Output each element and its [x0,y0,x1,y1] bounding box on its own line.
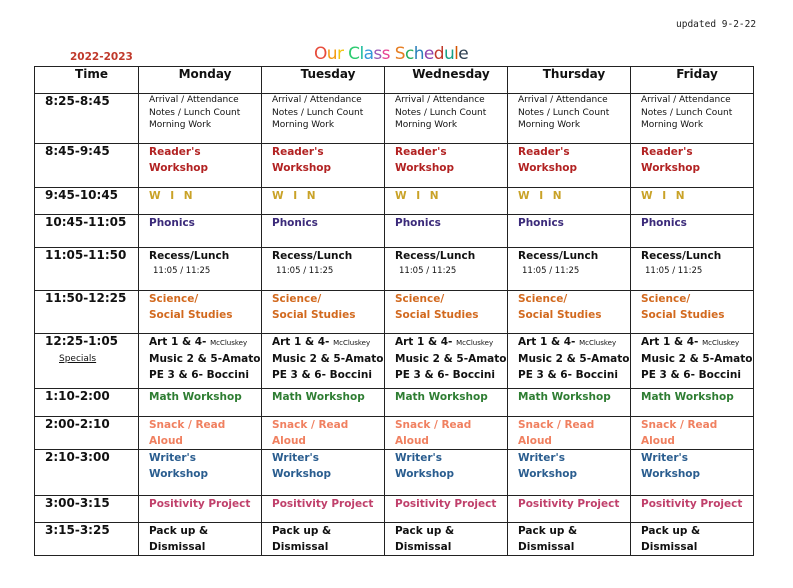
activity-line: Notes / Lunch Count [518,107,610,118]
recess-times: 11:05 / 11:25 [645,266,703,276]
time-label: 11:50-12:25 [45,291,127,305]
specials-art [149,334,261,351]
table-row [35,215,754,248]
column-header: Monday [139,67,262,94]
activity-cell [262,450,385,496]
activity-cell [262,496,385,523]
activity-line: Arrival / Attendance [272,95,362,105]
activity-line: Math Workshop [395,391,488,403]
activity-line: Science/ [518,293,568,305]
activity-line: W I N [149,190,196,202]
activity-cell [262,215,385,248]
activity-cell [139,417,262,450]
title-letter: S [394,44,405,64]
activity-line: Social Studies [272,309,356,321]
activity-cell [631,291,754,334]
title-letter: e [458,44,469,64]
time-label: 8:25-8:45 [45,94,110,108]
table-row [35,334,754,389]
activity-line: Positivity Project [272,498,374,510]
time-cell [35,94,139,144]
time-label: 3:15-3:25 [45,523,110,537]
activity-line: Positivity Project [395,498,497,510]
activity-cell [262,188,385,215]
title-letter: C [348,44,360,64]
activity-line: Math Workshop [641,391,734,403]
title-letter: s [381,44,390,64]
activity-line: Snack / Read Aloud [149,419,226,447]
recess-times: 11:05 / 11:25 [153,266,211,276]
activity-line: Reader's [149,146,201,158]
time-label: 1:10-2:00 [45,389,110,403]
activity-line: Social Studies [641,309,725,321]
activity-line: Recess/Lunch [395,250,476,262]
activity-line: Workshop [518,162,578,174]
specials-pe: PE 3 & 6- Boccini [272,369,372,381]
activity-line: Writer's [518,452,565,464]
activity-cell [385,389,508,417]
table-row [35,248,754,291]
activity-line: Workshop [641,468,701,480]
specials-pe: PE 3 & 6- Boccini [518,369,618,381]
activity-cell [508,94,631,144]
activity-line: Positivity Project [641,498,743,510]
activity-line: Notes / Lunch Count [272,107,364,118]
activity-cell [631,496,754,523]
activity-cell [385,94,508,144]
activity-line: Positivity Project [149,498,251,510]
activity-line: Recess/Lunch [272,250,353,262]
activity-line: Workshop [149,162,209,174]
activity-line: Pack up & Dismissal [518,525,578,553]
time-cell [35,248,139,291]
activity-cell [508,248,631,291]
activity-line: Morning Work [641,120,704,130]
activity-cell [508,389,631,417]
specials-music: Music 2 & 5-Amato [395,353,507,365]
title-letter: a [363,44,374,64]
activity-cell [631,215,754,248]
activity-line: Writer's [641,452,688,464]
time-cell [35,389,139,417]
activity-cell [631,188,754,215]
activity-cell [385,417,508,450]
title-letter: e [423,44,434,64]
activity-line: Science/ [641,293,691,305]
activity-cell [631,248,754,291]
activity-line: Science/ [272,293,322,305]
recess-times: 11:05 / 11:25 [522,266,580,276]
activity-line: Workshop [518,468,578,480]
activity-cell [139,334,262,389]
specials-link[interactable]: Specials [59,354,97,364]
specials-art [272,334,384,351]
activity-cell [262,389,385,417]
specials-art [518,334,630,351]
activity-line: W I N [272,190,319,202]
time-label: 3:00-3:15 [45,496,110,510]
activity-cell [508,450,631,496]
activity-line: Writer's [149,452,196,464]
header-row [35,67,754,94]
time-cell [35,496,139,523]
art-label: Art 1 & 4- [395,336,453,348]
specials-art [395,334,507,351]
activity-cell [262,144,385,188]
title-letter: c [404,44,414,64]
activity-line: Notes / Lunch Count [149,107,241,118]
activity-line: Workshop [272,162,332,174]
table-row [35,144,754,188]
activity-line: Reader's [518,146,570,158]
activity-cell [508,144,631,188]
activity-line: Notes / Lunch Count [395,107,487,118]
activity-cell [139,450,262,496]
activity-line: W I N [395,190,442,202]
activity-line: Science/ [395,293,445,305]
activity-cell [631,334,754,389]
activity-cell [385,215,508,248]
art-teacher: McCluskey [579,339,617,347]
time-cell [35,334,139,389]
activity-line: Morning Work [395,120,458,130]
activity-line: Pack up & Dismissal [272,525,332,553]
title-letter: u [443,44,455,64]
recess-times: 11:05 / 11:25 [399,266,457,276]
activity-line: Recess/Lunch [641,250,722,262]
activity-cell [508,215,631,248]
title-letter: s [373,44,382,64]
activity-cell [139,248,262,291]
activity-line: Pack up & Dismissal [641,525,701,553]
activity-line: W I N [518,190,565,202]
activity-line: Arrival / Attendance [149,95,239,105]
time-cell [35,417,139,450]
activity-line: Math Workshop [272,391,365,403]
art-label: Art 1 & 4- [149,336,207,348]
activity-cell [508,334,631,389]
title-letter: h [413,44,424,64]
activity-cell [385,291,508,334]
activity-cell [385,144,508,188]
activity-cell [508,291,631,334]
specials-music: Music 2 & 5-Amato [272,353,384,365]
table-row [35,417,754,450]
activity-line: Snack / Read Aloud [518,419,595,447]
activity-line: Morning Work [149,120,212,130]
activity-line: Social Studies [149,309,233,321]
activity-line: Morning Work [518,120,581,130]
title-letter: l [454,44,459,64]
specials-pe: PE 3 & 6- Boccini [641,369,741,381]
specials-pe: PE 3 & 6- Boccini [149,369,249,381]
activity-line: Social Studies [518,309,602,321]
time-label: 10:45-11:05 [45,215,127,229]
title-letter: l [359,44,364,64]
activity-cell [631,144,754,188]
time-label: 2:00-2:10 [45,417,110,431]
table-row [35,389,754,417]
art-teacher: McCluskey [210,339,248,347]
column-header: Wednesday [385,67,508,94]
activity-line: Phonics [272,217,318,229]
art-label: Art 1 & 4- [641,336,699,348]
activity-line: Snack / Read Aloud [641,419,718,447]
art-teacher: McCluskey [333,339,371,347]
table-row [35,523,754,556]
activity-cell [508,188,631,215]
activity-cell [385,496,508,523]
activity-line: Workshop [395,468,455,480]
specials-art [641,334,753,351]
activity-cell [262,334,385,389]
activity-line: Workshop [272,468,332,480]
activity-cell [262,417,385,450]
activity-line: Workshop [149,468,209,480]
art-label: Art 1 & 4- [272,336,330,348]
time-cell [35,450,139,496]
art-teacher: McCluskey [702,339,740,347]
activity-line: Math Workshop [149,391,242,403]
time-label: 11:05-11:50 [45,248,127,262]
activity-cell [139,496,262,523]
table-row [35,188,754,215]
activity-cell [139,144,262,188]
activity-cell [385,450,508,496]
column-header: Time [35,67,139,94]
activity-line: Reader's [272,146,324,158]
activity-cell [385,248,508,291]
activity-cell [631,450,754,496]
specials-music: Music 2 & 5-Amato [149,353,261,365]
activity-cell [139,389,262,417]
activity-cell [508,523,631,556]
activity-line: Snack / Read Aloud [272,419,349,447]
activity-cell [262,291,385,334]
activity-line: Phonics [518,217,564,229]
table-row [35,291,754,334]
time-cell [35,291,139,334]
time-label: 2:10-3:00 [45,450,110,464]
activity-line: Math Workshop [518,391,611,403]
activity-line: Phonics [395,217,441,229]
column-header: Thursday [508,67,631,94]
column-header: Friday [631,67,754,94]
time-cell [35,523,139,556]
activity-cell [385,523,508,556]
activity-line: Workshop [395,162,455,174]
activity-line: Morning Work [272,120,335,130]
activity-cell [139,291,262,334]
activity-line: Pack up & Dismissal [395,525,455,553]
time-cell [35,144,139,188]
activity-line: Workshop [641,162,701,174]
activity-cell [385,188,508,215]
activity-line: Social Studies [395,309,479,321]
activity-cell [631,417,754,450]
activity-line: Notes / Lunch Count [641,107,733,118]
activity-line: Recess/Lunch [149,250,230,262]
activity-cell [631,389,754,417]
activity-line: Phonics [641,217,687,229]
activity-cell [262,523,385,556]
specials-music: Music 2 & 5-Amato [641,353,753,365]
time-label: 12:25-1:05 [45,334,119,348]
activity-line: Recess/Lunch [518,250,599,262]
activity-line: Reader's [641,146,693,158]
activity-cell [262,248,385,291]
table-row [35,94,754,144]
activity-line: Reader's [395,146,447,158]
table-row [35,496,754,523]
title-letter: u [326,44,337,64]
activity-cell [262,94,385,144]
activity-line: Positivity Project [518,498,620,510]
activity-cell [385,334,508,389]
activity-line: Writer's [395,452,442,464]
column-header: Tuesday [262,67,385,94]
activity-cell [508,417,631,450]
time-cell [35,188,139,215]
title-letter: O [314,44,327,64]
activity-cell [139,94,262,144]
specials-pe: PE 3 & 6- Boccini [395,369,495,381]
art-label: Art 1 & 4- [518,336,576,348]
updated-date: updated 9-2-22 [676,19,757,30]
activity-line: Snack / Read Aloud [395,419,472,447]
art-teacher: McCluskey [456,339,494,347]
activity-cell [631,94,754,144]
activity-line: Writer's [272,452,319,464]
table-row [35,450,754,496]
time-cell [35,215,139,248]
activity-cell [139,523,262,556]
activity-cell [631,523,754,556]
recess-times: 11:05 / 11:25 [276,266,334,276]
time-label: 9:45-10:45 [45,188,119,202]
activity-cell [139,188,262,215]
title-letter: r [336,44,344,64]
activity-line: Pack up & Dismissal [149,525,209,553]
title-letter: d [433,44,444,64]
activity-cell [508,496,631,523]
specials-music: Music 2 & 5-Amato [518,353,630,365]
activity-line: Phonics [149,217,195,229]
schedule-table [34,66,754,556]
page-title [314,44,468,64]
activity-line: Science/ [149,293,199,305]
activity-line: W I N [641,190,688,202]
activity-cell [139,215,262,248]
activity-line: Arrival / Attendance [518,95,608,105]
time-label: 8:45-9:45 [45,144,110,158]
activity-line: Arrival / Attendance [641,95,731,105]
school-year: 2022-2023 [70,51,133,63]
activity-line: Arrival / Attendance [395,95,485,105]
